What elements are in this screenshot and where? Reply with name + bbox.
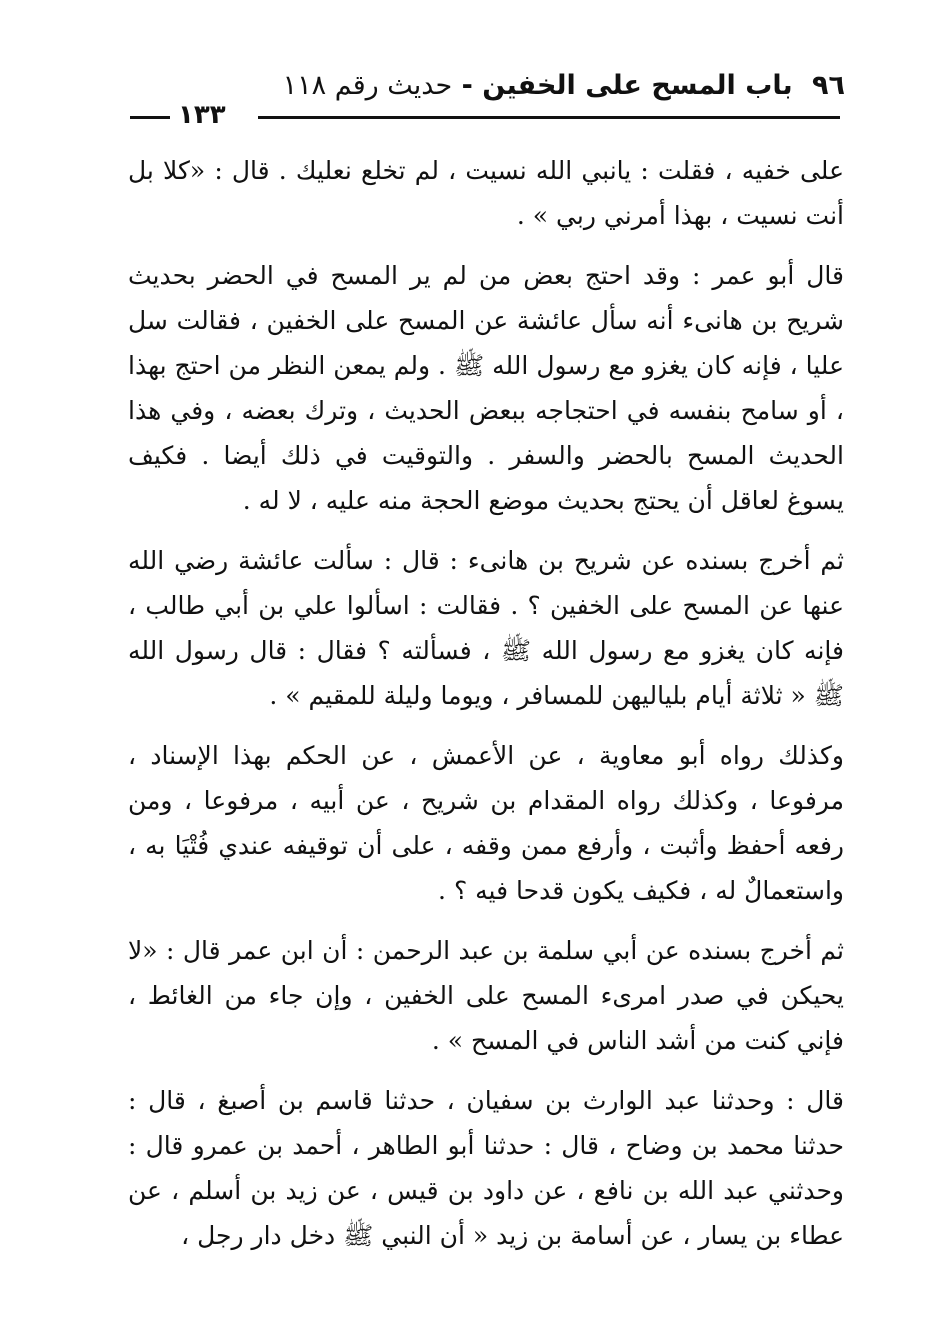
header-separator: - <box>461 70 473 101</box>
running-header <box>283 70 845 101</box>
paragraph-6: قال : وحدثنا عبد الوارث بن سفيان ، حدثنا قاسم بن أصبغ ، قال : حدثنا محمد بن وضاح ، قال : حدثنا أبو الطاهر ، أحمد بن عمرو قال : وحدثني عبد الله بن نافع ، عن داود بن قيس ، عن زيد بن أسلم ، عن عطاء بن يسار ، عن أسامة بن زيد « أن النبي ﷺ دخل دار رجل ، <box>128 1086 845 1250</box>
folio-number: ١٣٣ <box>178 100 226 130</box>
header-rule-long <box>258 116 840 119</box>
paragraph-5: ثم أخرج بسنده عن أبي سلمة بن عبد الرحمن : أن ابن عمر قال : «لا يحيكن في صدر امرىء المسح على الخفين ، وإن جاء من الغائط ، فإني كنت من أشد الناس في المسح » . <box>128 936 844 1055</box>
paragraph-3: ثم أخرج بسنده عن شريح بن هانىء : قال : سألت عائشة رضي الله عنها عن المسح على الخفين ؟ . فقالت : اسألوا علي بن أبي طالب ، فإنه كان يغزو مع رسول الله ﷺ ، فسألته ؟ فقال : قال رسول الله ﷺ « ثلاثة أيام بلياليهن للمسافر ، ويوما وليلة للمقيم » . <box>128 546 844 710</box>
paragraph-4: وكذلك رواه أبو معاوية ، عن الأعمش ، عن الحكم بهذا الإسناد ، مرفوعا ، وكذلك رواه المقدام بن شريح ، عن أبيه ، مرفوعا ، ومن رفعه أحفظ وأثبت ، وأرفع ممن وقفه ، على أن توقيفه عندي فُتْيَا به ، واستعمالٌ له ، فكيف يكون قدحا فيه ؟ . <box>128 741 844 905</box>
header-rule <box>118 100 840 134</box>
hadith-label: حديث رقم ١١٨ <box>282 70 453 101</box>
body-text <box>128 148 844 1273</box>
header-page-number: ٩٦ <box>812 70 845 101</box>
paragraph-2: قال أبو عمر : وقد احتج بعض من لم ير المسح في الحضر بحديث شريح بن هانىء أنه سأل عائشة عن المسح على الخفين ، فقالت سل عليا ، فإنه كان يغزو مع رسول الله ﷺ . ولم يمعن النظر من احتج بهذا ، أو سامح بنفسه في احتجاجه ببعض الحديث ، وترك بعضه ، وفي هذا الحديث المسح بالحضر والسفر . والتوقيت في ذلك أيضا . فكيف يسوغ لعاقل أن يحتج بحديث موضع الحجة منه عليه ، لا له . <box>128 261 844 515</box>
paragraph-1: على خفيه ، فقلت : يانبي الله نسيت ، لم تخلع نعليك . قال : «كلا بل أنت نسيت ، بهذا أمرني ربي » . <box>128 156 844 230</box>
header-rule-short <box>130 116 170 119</box>
chapter-title: باب المسح على الخفين <box>482 70 793 101</box>
